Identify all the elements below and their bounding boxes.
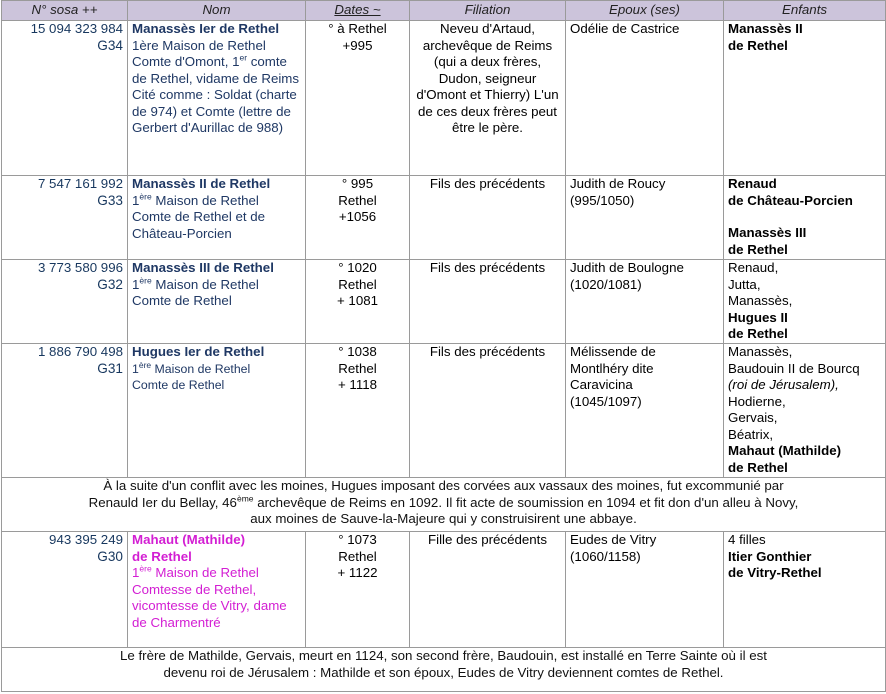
child-name: de Vitry-Rethel [728, 565, 822, 580]
spouse-name: Eudes de Vitry [570, 532, 657, 547]
filiation-cell: Fils des précédents [410, 344, 566, 478]
child-name: de Château-Porcien [728, 192, 853, 208]
spouse-name: Montlhéry dite [570, 360, 654, 376]
child-name: Béatrix, [728, 426, 774, 442]
child-name: Manassès III [728, 225, 807, 240]
titles-line: Comte d'Omont, 1er comte de Rethel, vidame de Reims [132, 52, 300, 86]
dates-cell [306, 260, 410, 344]
child-name: Manassès, [728, 344, 793, 359]
child-name: de Rethel [728, 241, 788, 257]
sosa-cell [2, 21, 128, 176]
death-date: +995 [342, 37, 373, 53]
house-line: 1ère Maison de Rethel [132, 563, 259, 580]
child-name: Manassès II [728, 21, 803, 36]
birth-place: Rethel [338, 360, 377, 376]
table-row [2, 532, 886, 648]
birth-place: Rethel [338, 192, 377, 208]
filiation-cell: Fille des précédents [410, 532, 566, 648]
death-date: + 1081 [336, 293, 379, 308]
cited-line: Cité comme : Soldat (charte de 974) et Comte (lettre de Gerbert d'Aurillac de 988) [132, 87, 297, 135]
generation-code: G32 [97, 276, 123, 292]
child-name: (roi de Jérusalem), [728, 377, 839, 392]
sosa-number: 1 886 790 498 [37, 344, 123, 359]
sosa-cell [2, 532, 128, 648]
death-date: + 1122 [337, 565, 378, 580]
birth-date: ° 1038 [338, 344, 377, 359]
birth-place: Rethel [338, 548, 377, 564]
child-name: Renaud [728, 176, 777, 191]
house-line: 1ère Maison de Rethel [132, 37, 266, 53]
sosa-cell [2, 260, 128, 344]
spouse-dates: (1060/1158) [570, 548, 641, 564]
child-name: de Rethel [728, 459, 788, 475]
spouse-dates: (1020/1081) [570, 276, 642, 292]
filiation-cell: Fils des précédents [410, 260, 566, 344]
filiation-cell: Fils des précédents [410, 176, 566, 260]
titles-line: Comte de Rethel [132, 378, 225, 392]
sosa-cell [2, 176, 128, 260]
birth-place: Rethel [338, 276, 377, 292]
table-row [2, 21, 886, 176]
genealogy-table [1, 0, 886, 692]
name-cell [128, 21, 306, 176]
header-row [2, 1, 886, 21]
spouse-dates: (995/1050) [570, 192, 635, 208]
children-cell [724, 176, 886, 260]
table-row [2, 260, 886, 344]
person-name: de Rethel [132, 548, 192, 564]
spouse-name: Caravicina [570, 377, 633, 392]
child-name: de Rethel [728, 326, 788, 341]
col-header-dates: Dates ~ [306, 1, 410, 21]
note-row [2, 478, 886, 532]
name-cell [128, 532, 306, 648]
spouse-cell [566, 344, 724, 478]
table-row [2, 176, 886, 260]
spouse-name: Judith de Roucy [570, 176, 666, 191]
child-name: Renaud, [728, 260, 779, 275]
name-cell [128, 344, 306, 478]
col-header-sosa: N° sosa ++ [2, 1, 128, 21]
house-line: 1ère Maison de Rethel [132, 191, 259, 208]
spouse-cell [566, 176, 724, 260]
filiation-cell: Neveu d'Artaud, archevêque de Reims (qui a deux frères, Dudon, seigneur d'Omont et Thierry) L'un de ces deux frères peut être le père. [410, 21, 566, 176]
child-name: Mahaut (Mathilde) [728, 443, 842, 458]
generation-code: G33 [97, 192, 123, 208]
spouse-cell [566, 532, 724, 648]
titles-line: Comte de Rethel [132, 293, 232, 308]
spouse-dates: (1045/1097) [570, 393, 642, 409]
house-line: 1ère Maison de Rethel [132, 275, 259, 292]
generation-code: G30 [97, 548, 123, 564]
sosa-number: 3 773 580 996 [37, 260, 123, 275]
excommunication-note: À la suite d'un conflit avec les moines, Hugues imposant des corvées aux vassaux des moines, fut excommunié par Renauld Ier du Bellay, 46ème archevêque de Reims en 1092. Il fit acte de soumission en 1094 et fit don d'un alleu à Novy, aux moines de Sauve-la-Majeure qui y construisirent une abbaye. [2, 478, 886, 532]
child-name: Hugues II [728, 309, 788, 325]
col-header-epoux: Epoux (ses) [566, 1, 724, 21]
children-cell [724, 344, 886, 478]
birth-date: ° 995 [341, 176, 374, 191]
col-header-enfants: Enfants [724, 1, 886, 21]
generation-code: G31 [97, 360, 123, 376]
spouse-name: Judith de Boulogne [570, 260, 684, 275]
children-cell [724, 21, 886, 176]
children-cell [724, 532, 886, 648]
name-cell [128, 176, 306, 260]
person-name: Manassès II de Rethel [132, 176, 271, 191]
sosa-number: 7 547 161 992 [37, 176, 123, 191]
spouse-cell [566, 260, 724, 344]
col-header-nom: Nom [128, 1, 306, 21]
table-row [2, 344, 886, 478]
dates-cell [306, 344, 410, 478]
person-name: Hugues Ier de Rethel [132, 344, 265, 359]
birth-date: ° à Rethel [328, 21, 387, 36]
person-name: Manassès III de Rethel [132, 260, 274, 275]
child-name: Baudouin II de Bourcq [728, 360, 860, 376]
dates-cell [306, 21, 410, 176]
child-name: Gervais, [728, 410, 778, 425]
death-date: + 1118 [337, 377, 378, 392]
sosa-number: 943 395 249 [49, 532, 123, 547]
house-line: 1ère Maison de Rethel [132, 359, 251, 376]
birth-date: ° 1020 [338, 260, 377, 275]
name-cell [128, 260, 306, 344]
birth-date: ° 1073 [338, 532, 377, 547]
child-name: de Rethel [728, 37, 788, 53]
child-name: Itier Gonthier [728, 548, 812, 564]
generation-code: G34 [97, 37, 123, 53]
child-name: Manassès, [728, 293, 793, 308]
spouse-name: Mélissende de [570, 344, 656, 359]
dates-cell [306, 176, 410, 260]
child-name: 4 filles [728, 532, 766, 547]
dates-cell [306, 532, 410, 648]
sosa-number: 15 094 323 984 [30, 21, 123, 36]
titles-line: Comtesse de Rethel, vicomtesse de Vitry, dame de Charmentré [132, 581, 287, 630]
titles-line: Comte de Rethel et de Château-Porcien [132, 209, 266, 241]
death-date: +1056 [338, 209, 377, 224]
jerusalem-note: Le frère de Mathilde, Gervais, meurt en 1124, son second frère, Baudouin, est installé en Terre Sainte où il est devenu roi de Jérusalem : Mathilde et son époux, Eudes de Vitry deviennent comtes de Rethel. [2, 648, 886, 692]
sosa-cell [2, 344, 128, 478]
person-name: Manassès Ier de Rethel [132, 21, 280, 36]
col-header-filiation: Filiation [410, 1, 566, 21]
child-name: Jutta, [728, 276, 761, 292]
note-row [2, 648, 886, 692]
spouse-cell: Odélie de Castrice [566, 21, 724, 176]
children-cell [724, 260, 886, 344]
person-name: Mahaut (Mathilde) [132, 532, 246, 547]
child-name: Hodierne, [728, 393, 786, 409]
